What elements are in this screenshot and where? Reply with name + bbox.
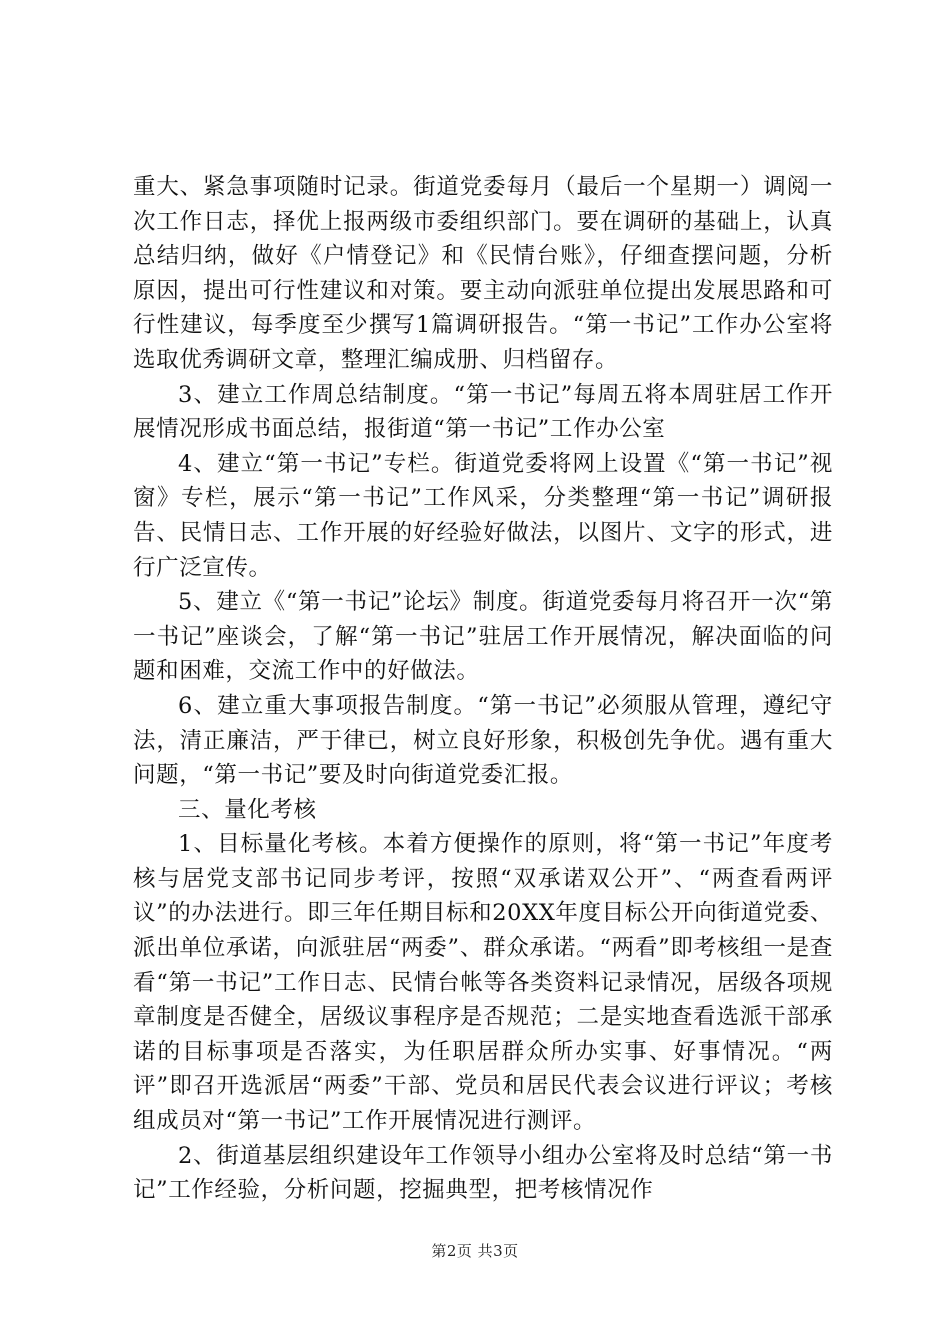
document-body bbox=[133, 170, 833, 1208]
paragraph-5: 6、建立重大事项报告制度。“第一书记”必须服从管理，遵纪守法，清正廉洁，严于律已，树立良好形象，积极创先争优。遇有重大问题，“第一书记”要及时向街道党委汇报。 bbox=[133, 692, 833, 789]
page-number-footer: 第2页 共3页 bbox=[431, 1242, 519, 1260]
section-heading: 三、量化考核 bbox=[178, 796, 317, 823]
paragraph-6: 1、目标量化考核。本着方便操作的原则，将“第一书记”年度考核与居党支部书记同步考评，按照“双承诺双公开”、“两查看两评议”的办法进行。即三年任期目标和20XX年度目标公开向街道党委、派出单位承诺，向派驻居“两委”、群众承诺。“两看”即考核组一是查看“第一书记”工作日志、民情台帐等各类资料记录情况，居级各项规章制度是否健全，居级议事程序是否规范；二是实地查看选派干部承诺的目标事项是否落实，为任职居群众所办实事、好事情况。“两评”即召开选派居“两委”干部、党员和居民代表会议进行评议；考核组成员对“第一书记”工作开展情况进行测评。 bbox=[133, 831, 833, 1135]
paragraph-3: 4、建立“第一书记”专栏。街道党委将网上设置《“第一书记”视窗》专栏，展示“第一书记”工作风采，分类整理“第一书记”调研报告、民情日志、工作开展的好经验好做法，以图片、文字的形式，进行广泛宣传。 bbox=[133, 450, 833, 581]
paragraph-2: 3、建立工作周总结制度。“第一书记”每周五将本周驻居工作开展情况形成书面总结，报街道“第一书记”工作办公室 bbox=[133, 381, 833, 443]
paragraph-1: 重大、紧急事项随时记录。街道党委每月（最后一个星期一）调阅一次工作日志，择优上报两级市委组织部门。要在调研的基础上，认真总结归纳，做好《户情登记》和《民情台账》，仔细查摆问题，分析原因，提出可行性建议和对策。要主动向派驻单位提出发展思路和可行性建议，每季度至少撰写1篇调研报告。“第一书记”工作办公室将选取优秀调研文章，整理汇编成册、归档留存。 bbox=[133, 174, 833, 373]
paragraph-7: 2、街道基层组织建设年工作领导小组办公室将及时总结“第一书记”工作经验，分析问题，挖掘典型，把考核情况作 bbox=[133, 1142, 833, 1204]
paragraph-4: 5、建立《“第一书记”论坛》制度。街道党委每月将召开一次“第一书记”座谈会，了解“第一书记”驻居工作开展情况，解决面临的问题和困难，交流工作中的好做法。 bbox=[133, 589, 833, 685]
